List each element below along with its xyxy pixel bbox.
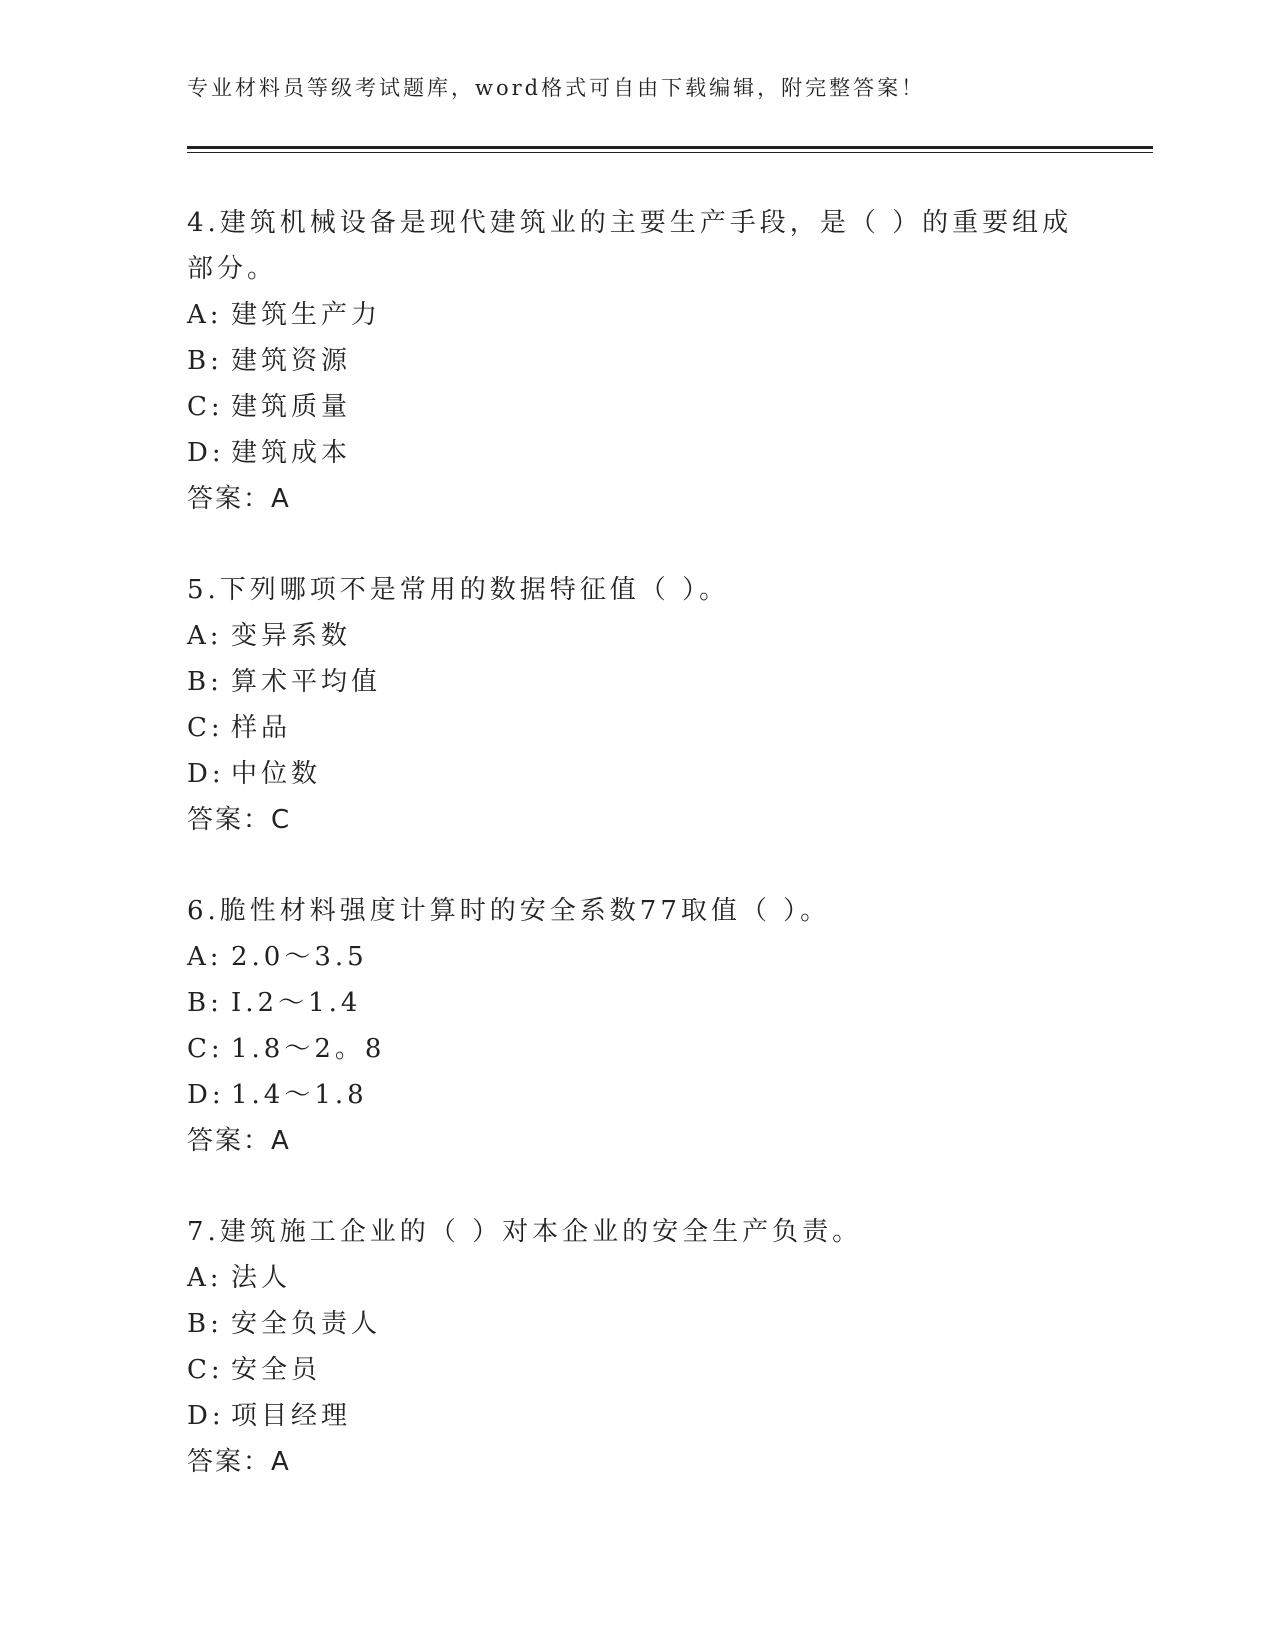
question-list xyxy=(187,200,1087,1530)
header-rule-thick xyxy=(187,146,1153,149)
question-text: 4.建筑机械设备是现代建筑业的主要生产手段，是（ ）的重要组成部分。 xyxy=(187,208,1073,284)
option-text: 中位数 xyxy=(231,759,322,789)
option-text: 项目经理 xyxy=(231,1401,352,1431)
option-text: 法人 xyxy=(231,1263,292,1293)
option-letter: D: xyxy=(187,759,225,789)
option-letter: D: xyxy=(187,1080,225,1110)
option-d xyxy=(187,1072,1087,1118)
header-rule-thin xyxy=(187,152,1153,153)
option-d xyxy=(187,751,1087,797)
answer-line: 答案：A xyxy=(187,484,291,514)
option-letter: A: xyxy=(187,621,223,651)
option-a xyxy=(187,1255,1087,1301)
option-letter: B: xyxy=(187,667,223,697)
question-4 xyxy=(187,200,1087,522)
option-text: 建筑资源 xyxy=(231,346,352,376)
question-text: 7.建筑施工企业的（ ）对本企业的安全生产负责。 xyxy=(187,1217,863,1247)
option-c xyxy=(187,1347,1087,1393)
option-letter: D: xyxy=(187,438,225,468)
option-text: 安全员 xyxy=(231,1355,322,1385)
option-text: 1.8～2。8 xyxy=(231,1034,386,1064)
option-c xyxy=(187,1026,1087,1072)
option-letter: B: xyxy=(187,346,223,376)
option-text: 样品 xyxy=(231,713,292,743)
option-letter: C: xyxy=(187,713,224,743)
question-text: 6.脆性材料强度计算时的安全系数77取值（ ）。 xyxy=(187,896,831,926)
option-c xyxy=(187,705,1087,751)
option-letter: A: xyxy=(187,1263,223,1293)
question-text: 5.下列哪项不是常用的数据特征值（ ）。 xyxy=(187,575,730,605)
option-b xyxy=(187,1301,1087,1347)
option-d xyxy=(187,430,1087,476)
option-b xyxy=(187,980,1087,1026)
option-text: 1.4～1.8 xyxy=(231,1080,368,1110)
answer-line: 答案：A xyxy=(187,1447,291,1477)
option-text: 安全负责人 xyxy=(231,1309,382,1339)
page-header: 专业材料员等级考试题库，word格式可自由下载编辑，附完整答案！ xyxy=(187,76,926,100)
option-d xyxy=(187,1393,1087,1439)
option-letter: B: xyxy=(187,988,223,1018)
option-a xyxy=(187,613,1087,659)
option-text: I.2～1.4 xyxy=(231,988,362,1018)
option-letter: C: xyxy=(187,392,224,422)
option-b xyxy=(187,338,1087,384)
option-text: 变异系数 xyxy=(231,621,352,651)
option-letter: A: xyxy=(187,942,223,972)
option-letter: B: xyxy=(187,1309,223,1339)
option-text: 2.0～3.5 xyxy=(231,942,368,972)
option-text: 建筑生产力 xyxy=(231,300,382,330)
question-6 xyxy=(187,888,1087,1164)
option-letter: C: xyxy=(187,1034,224,1064)
question-5 xyxy=(187,567,1087,843)
answer-line: 答案：A xyxy=(187,1126,291,1156)
question-7 xyxy=(187,1209,1087,1485)
option-letter: C: xyxy=(187,1355,224,1385)
option-letter: D: xyxy=(187,1401,225,1431)
option-text: 算术平均值 xyxy=(231,667,382,697)
option-letter: A: xyxy=(187,300,223,330)
answer-line: 答案：C xyxy=(187,805,292,835)
option-b xyxy=(187,659,1087,705)
option-a xyxy=(187,292,1087,338)
option-a xyxy=(187,934,1087,980)
option-c xyxy=(187,384,1087,430)
option-text: 建筑成本 xyxy=(231,438,352,468)
option-text: 建筑质量 xyxy=(231,392,352,422)
